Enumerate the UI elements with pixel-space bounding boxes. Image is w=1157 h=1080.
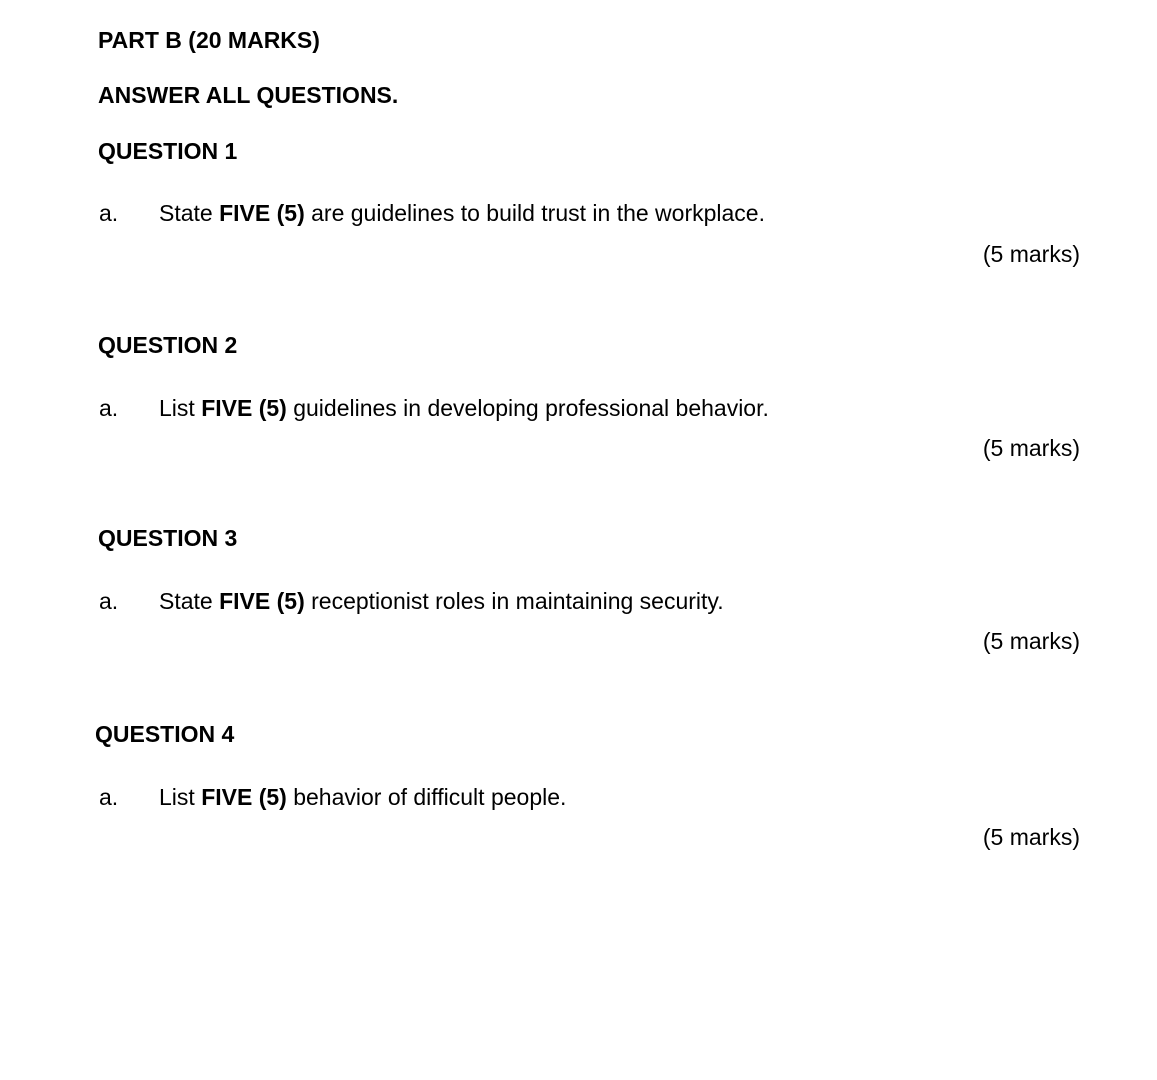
part-title: PART B (20 MARKS) — [98, 27, 320, 53]
question-heading: QUESTION 2 — [98, 332, 238, 358]
question-text — [159, 783, 566, 811]
question-heading: QUESTION 1 — [98, 138, 238, 164]
question-emphasis: FIVE (5) — [201, 395, 287, 421]
question-prefix: State — [159, 588, 213, 614]
question-marks: (5 marks) — [982, 241, 1080, 267]
question-suffix: behavior of difficult people. — [293, 784, 567, 810]
question-heading: QUESTION 4 — [95, 721, 235, 747]
question-item-label: a. — [99, 784, 119, 810]
question-emphasis: FIVE (5) — [219, 200, 305, 226]
question-text — [159, 587, 724, 615]
question-suffix: receptionist roles in maintaining security. — [311, 588, 724, 614]
question-text — [159, 199, 765, 227]
question-item-label: a. — [99, 588, 119, 614]
question-marks: (5 marks) — [982, 824, 1080, 850]
instruction: ANSWER ALL QUESTIONS. — [98, 82, 399, 108]
question-prefix: List — [159, 784, 195, 810]
question-prefix: State — [159, 200, 213, 226]
question-text — [159, 394, 769, 422]
question-item-label: a. — [99, 395, 119, 421]
question-emphasis: FIVE (5) — [219, 588, 305, 614]
question-heading: QUESTION 3 — [98, 525, 238, 551]
question-suffix: are guidelines to build trust in the workplace. — [311, 200, 765, 226]
question-suffix: guidelines in developing professional behavior. — [293, 395, 769, 421]
question-emphasis: FIVE (5) — [201, 784, 287, 810]
question-prefix: List — [159, 395, 195, 421]
question-marks: (5 marks) — [982, 435, 1080, 461]
question-item-label: a. — [99, 200, 119, 226]
question-marks: (5 marks) — [982, 628, 1080, 654]
